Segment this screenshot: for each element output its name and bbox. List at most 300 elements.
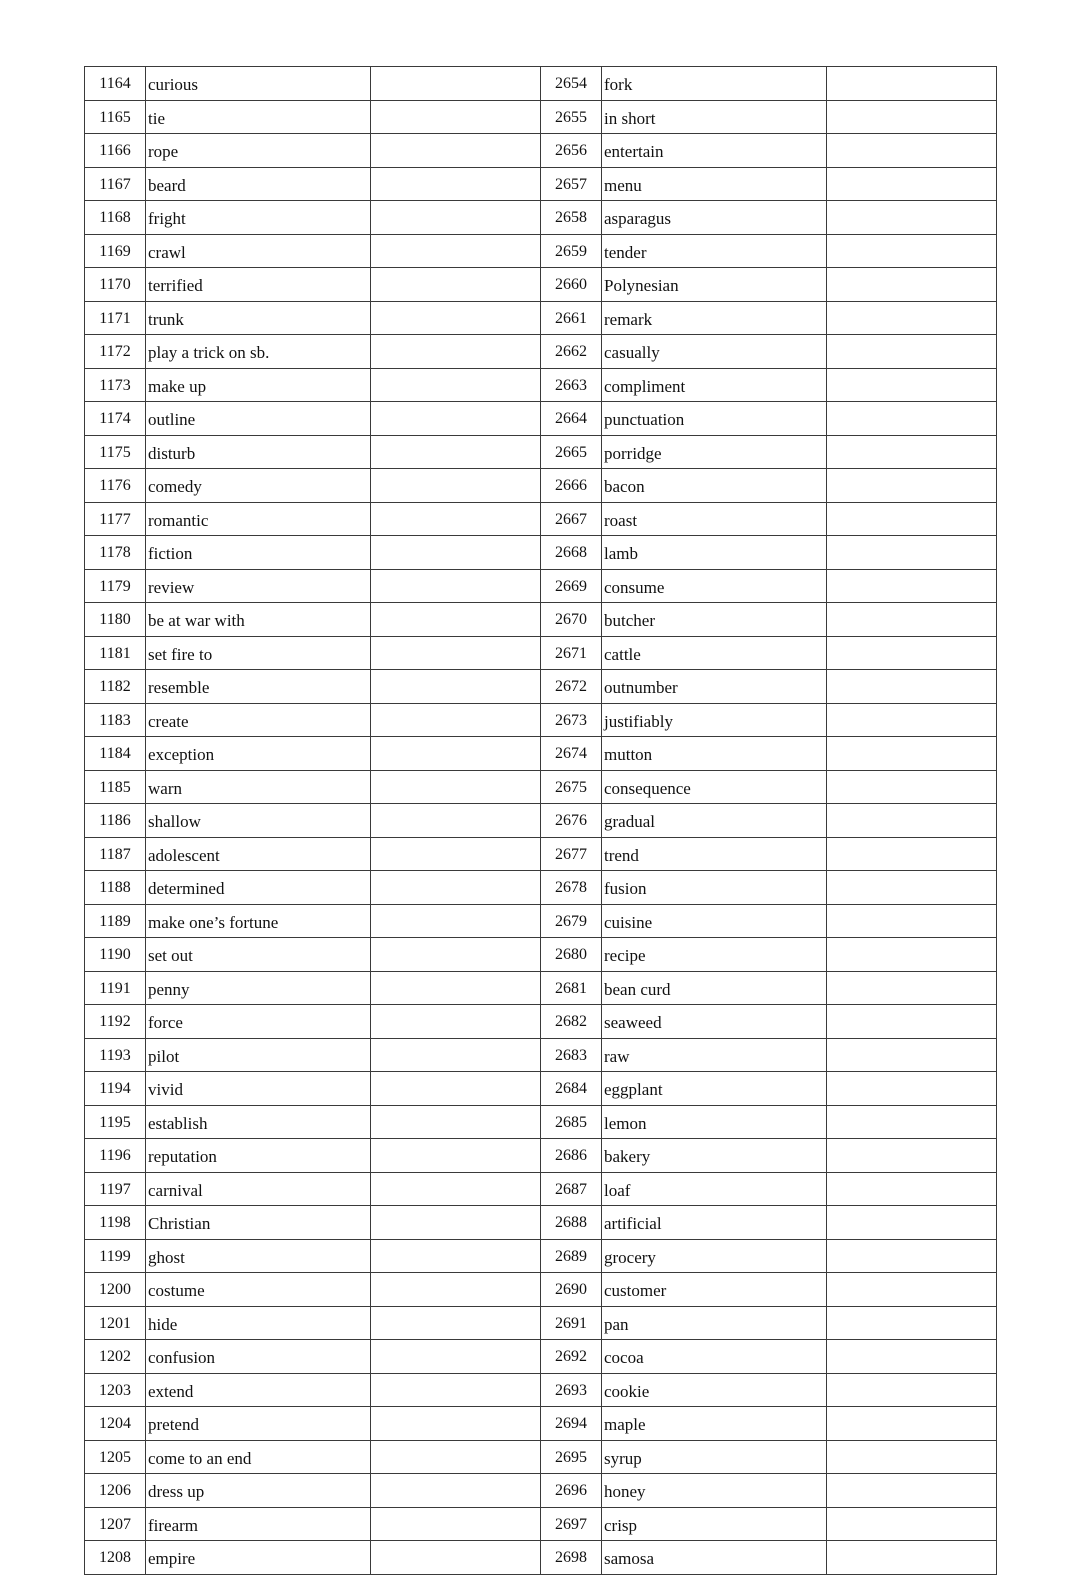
left-answer-cell[interactable] xyxy=(371,335,541,369)
right-entry-word: recipe xyxy=(602,938,827,972)
left-entry-number: 1179 xyxy=(85,569,146,603)
right-entry-word: cattle xyxy=(602,636,827,670)
right-entry-word: in short xyxy=(602,100,827,134)
left-entry-number: 1195 xyxy=(85,1105,146,1139)
left-answer-cell[interactable] xyxy=(371,636,541,670)
table-row xyxy=(85,1038,997,1072)
table-row xyxy=(85,1005,997,1039)
left-answer-cell[interactable] xyxy=(371,904,541,938)
left-answer-cell[interactable] xyxy=(371,201,541,235)
left-entry-word: disturb xyxy=(146,435,371,469)
left-entry-number: 1206 xyxy=(85,1474,146,1508)
left-entry-word: empire xyxy=(146,1541,371,1575)
right-entry-word: entertain xyxy=(602,134,827,168)
left-entry-word: firearm xyxy=(146,1507,371,1541)
left-entry-word: pilot xyxy=(146,1038,371,1072)
table-row xyxy=(85,1072,997,1106)
left-entry-word: hide xyxy=(146,1306,371,1340)
right-entry-word: tender xyxy=(602,234,827,268)
right-entry-word: raw xyxy=(602,1038,827,1072)
table-row xyxy=(85,603,997,637)
right-answer-cell[interactable] xyxy=(827,1072,997,1106)
left-entry-number: 1193 xyxy=(85,1038,146,1072)
left-entry-word: carnival xyxy=(146,1172,371,1206)
table-row xyxy=(85,737,997,771)
right-answer-cell[interactable] xyxy=(827,234,997,268)
table-row xyxy=(85,134,997,168)
table-row xyxy=(85,971,997,1005)
left-answer-cell[interactable] xyxy=(371,703,541,737)
right-entry-number: 2665 xyxy=(541,435,602,469)
table-row xyxy=(85,1172,997,1206)
left-entry-word: reputation xyxy=(146,1139,371,1173)
right-entry-number: 2682 xyxy=(541,1005,602,1039)
right-entry-number: 2663 xyxy=(541,368,602,402)
left-entry-number: 1198 xyxy=(85,1206,146,1240)
right-entry-number: 2691 xyxy=(541,1306,602,1340)
left-answer-cell[interactable] xyxy=(371,435,541,469)
right-answer-cell[interactable] xyxy=(827,1474,997,1508)
table-row xyxy=(85,502,997,536)
right-entry-word: asparagus xyxy=(602,201,827,235)
left-entry-word: extend xyxy=(146,1373,371,1407)
right-answer-cell[interactable] xyxy=(827,402,997,436)
right-entry-word: punctuation xyxy=(602,402,827,436)
left-entry-word: pretend xyxy=(146,1407,371,1441)
left-answer-cell[interactable] xyxy=(371,402,541,436)
right-entry-number: 2688 xyxy=(541,1206,602,1240)
right-answer-cell[interactable] xyxy=(827,167,997,201)
left-answer-cell[interactable] xyxy=(371,469,541,503)
table-row xyxy=(85,1541,997,1575)
left-entry-word: ghost xyxy=(146,1239,371,1273)
right-entry-number: 2667 xyxy=(541,502,602,536)
right-answer-cell[interactable] xyxy=(827,1172,997,1206)
left-answer-cell[interactable] xyxy=(371,569,541,603)
left-entry-number: 1180 xyxy=(85,603,146,637)
right-entry-number: 2697 xyxy=(541,1507,602,1541)
table-row xyxy=(85,703,997,737)
right-answer-cell[interactable] xyxy=(827,435,997,469)
left-entry-number: 1169 xyxy=(85,234,146,268)
left-answer-cell[interactable] xyxy=(371,971,541,1005)
left-entry-number: 1207 xyxy=(85,1507,146,1541)
right-answer-cell[interactable] xyxy=(827,1105,997,1139)
left-entry-number: 1170 xyxy=(85,268,146,302)
table-row xyxy=(85,636,997,670)
right-entry-word: eggplant xyxy=(602,1072,827,1106)
left-entry-number: 1194 xyxy=(85,1072,146,1106)
table-row xyxy=(85,536,997,570)
right-answer-cell[interactable] xyxy=(827,201,997,235)
right-answer-cell[interactable] xyxy=(827,603,997,637)
right-entry-word: bacon xyxy=(602,469,827,503)
right-answer-cell[interactable] xyxy=(827,1507,997,1541)
right-answer-cell[interactable] xyxy=(827,703,997,737)
left-entry-word: make up xyxy=(146,368,371,402)
right-answer-cell[interactable] xyxy=(827,1139,997,1173)
left-answer-cell[interactable] xyxy=(371,1507,541,1541)
table-row xyxy=(85,1239,997,1273)
left-entry-number: 1187 xyxy=(85,837,146,871)
left-answer-cell[interactable] xyxy=(371,670,541,704)
right-entry-number: 2666 xyxy=(541,469,602,503)
right-entry-word: grocery xyxy=(602,1239,827,1273)
left-entry-number: 1185 xyxy=(85,770,146,804)
right-entry-word: consequence xyxy=(602,770,827,804)
left-answer-cell[interactable] xyxy=(371,1474,541,1508)
left-answer-cell[interactable] xyxy=(371,1373,541,1407)
left-entry-number: 1182 xyxy=(85,670,146,704)
left-entry-number: 1200 xyxy=(85,1273,146,1307)
left-entry-number: 1203 xyxy=(85,1373,146,1407)
left-answer-cell[interactable] xyxy=(371,368,541,402)
right-entry-word: fork xyxy=(602,67,827,101)
right-answer-cell[interactable] xyxy=(827,1239,997,1273)
right-entry-word: bean curd xyxy=(602,971,827,1005)
left-answer-cell[interactable] xyxy=(371,938,541,972)
right-entry-word: menu xyxy=(602,167,827,201)
left-entry-word: outline xyxy=(146,402,371,436)
table-row xyxy=(85,871,997,905)
left-entry-number: 1184 xyxy=(85,737,146,771)
right-answer-cell[interactable] xyxy=(827,502,997,536)
left-entry-word: tie xyxy=(146,100,371,134)
table-row xyxy=(85,938,997,972)
left-answer-cell[interactable] xyxy=(371,1340,541,1374)
left-entry-word: set out xyxy=(146,938,371,972)
left-answer-cell[interactable] xyxy=(371,1139,541,1173)
right-entry-number: 2678 xyxy=(541,871,602,905)
right-answer-cell[interactable] xyxy=(827,1440,997,1474)
left-entry-number: 1165 xyxy=(85,100,146,134)
right-entry-word: artificial xyxy=(602,1206,827,1240)
right-answer-cell[interactable] xyxy=(827,368,997,402)
left-answer-cell[interactable] xyxy=(371,536,541,570)
left-answer-cell[interactable] xyxy=(371,1440,541,1474)
table-row xyxy=(85,670,997,704)
right-entry-number: 2660 xyxy=(541,268,602,302)
right-entry-number: 2656 xyxy=(541,134,602,168)
right-answer-cell[interactable] xyxy=(827,1407,997,1441)
vocabulary-table-body xyxy=(85,67,997,1575)
left-answer-cell[interactable] xyxy=(371,1172,541,1206)
left-entry-number: 1188 xyxy=(85,871,146,905)
right-entry-word: porridge xyxy=(602,435,827,469)
right-entry-word: customer xyxy=(602,1273,827,1307)
table-row xyxy=(85,1273,997,1307)
left-entry-word: determined xyxy=(146,871,371,905)
table-row xyxy=(85,234,997,268)
right-entry-word: fusion xyxy=(602,871,827,905)
right-answer-cell[interactable] xyxy=(827,1541,997,1575)
right-entry-number: 2681 xyxy=(541,971,602,1005)
left-entry-word: fiction xyxy=(146,536,371,570)
right-entry-number: 2670 xyxy=(541,603,602,637)
left-entry-number: 1166 xyxy=(85,134,146,168)
right-entry-number: 2659 xyxy=(541,234,602,268)
right-answer-cell[interactable] xyxy=(827,1038,997,1072)
left-entry-word: rope xyxy=(146,134,371,168)
table-row xyxy=(85,1105,997,1139)
left-entry-word: vivid xyxy=(146,1072,371,1106)
left-entry-word: crawl xyxy=(146,234,371,268)
left-entry-word: make one’s fortune xyxy=(146,904,371,938)
right-answer-cell[interactable] xyxy=(827,1206,997,1240)
left-entry-word: adolescent xyxy=(146,837,371,871)
right-entry-number: 2680 xyxy=(541,938,602,972)
left-answer-cell[interactable] xyxy=(371,502,541,536)
right-answer-cell[interactable] xyxy=(827,569,997,603)
left-entry-number: 1183 xyxy=(85,703,146,737)
right-answer-cell[interactable] xyxy=(827,134,997,168)
right-entry-word: butcher xyxy=(602,603,827,637)
left-answer-cell[interactable] xyxy=(371,603,541,637)
left-entry-number: 1208 xyxy=(85,1541,146,1575)
right-entry-number: 2669 xyxy=(541,569,602,603)
right-entry-word: lamb xyxy=(602,536,827,570)
left-entry-word: Christian xyxy=(146,1206,371,1240)
right-entry-word: pan xyxy=(602,1306,827,1340)
right-entry-number: 2664 xyxy=(541,402,602,436)
table-row xyxy=(85,1373,997,1407)
left-entry-word: trunk xyxy=(146,301,371,335)
right-answer-cell[interactable] xyxy=(827,904,997,938)
right-entry-number: 2698 xyxy=(541,1541,602,1575)
right-entry-number: 2661 xyxy=(541,301,602,335)
right-entry-number: 2671 xyxy=(541,636,602,670)
right-answer-cell[interactable] xyxy=(827,938,997,972)
right-entry-number: 2654 xyxy=(541,67,602,101)
left-answer-cell[interactable] xyxy=(371,770,541,804)
right-entry-number: 2674 xyxy=(541,737,602,771)
table-row xyxy=(85,770,997,804)
left-entry-number: 1174 xyxy=(85,402,146,436)
right-answer-cell[interactable] xyxy=(827,737,997,771)
left-answer-cell[interactable] xyxy=(371,1206,541,1240)
left-entry-word: review xyxy=(146,569,371,603)
table-row xyxy=(85,1340,997,1374)
right-entry-number: 2672 xyxy=(541,670,602,704)
left-entry-word: costume xyxy=(146,1273,371,1307)
right-entry-word: mutton xyxy=(602,737,827,771)
left-entry-number: 1186 xyxy=(85,804,146,838)
right-answer-cell[interactable] xyxy=(827,1306,997,1340)
right-entry-word: syrup xyxy=(602,1440,827,1474)
right-answer-cell[interactable] xyxy=(827,1273,997,1307)
right-entry-number: 2694 xyxy=(541,1407,602,1441)
right-answer-cell[interactable] xyxy=(827,536,997,570)
left-entry-word: set fire to xyxy=(146,636,371,670)
left-answer-cell[interactable] xyxy=(371,268,541,302)
right-entry-word: seaweed xyxy=(602,1005,827,1039)
right-entry-number: 2692 xyxy=(541,1340,602,1374)
right-answer-cell[interactable] xyxy=(827,670,997,704)
left-entry-word: romantic xyxy=(146,502,371,536)
left-entry-number: 1201 xyxy=(85,1306,146,1340)
left-answer-cell[interactable] xyxy=(371,67,541,101)
left-answer-cell[interactable] xyxy=(371,737,541,771)
right-entry-number: 2658 xyxy=(541,201,602,235)
table-row xyxy=(85,1306,997,1340)
table-row xyxy=(85,1440,997,1474)
right-answer-cell[interactable] xyxy=(827,100,997,134)
table-row xyxy=(85,1206,997,1240)
left-answer-cell[interactable] xyxy=(371,1306,541,1340)
right-answer-cell[interactable] xyxy=(827,1005,997,1039)
right-answer-cell[interactable] xyxy=(827,268,997,302)
right-answer-cell[interactable] xyxy=(827,871,997,905)
right-answer-cell[interactable] xyxy=(827,335,997,369)
table-row xyxy=(85,435,997,469)
right-entry-word: compliment xyxy=(602,368,827,402)
right-entry-number: 2668 xyxy=(541,536,602,570)
vocabulary-table xyxy=(84,66,997,1575)
right-answer-cell[interactable] xyxy=(827,971,997,1005)
right-entry-word: bakery xyxy=(602,1139,827,1173)
table-row xyxy=(85,268,997,302)
left-answer-cell[interactable] xyxy=(371,804,541,838)
left-entry-number: 1176 xyxy=(85,469,146,503)
table-row xyxy=(85,335,997,369)
table-row xyxy=(85,837,997,871)
left-entry-number: 1178 xyxy=(85,536,146,570)
right-entry-number: 2683 xyxy=(541,1038,602,1072)
right-entry-word: roast xyxy=(602,502,827,536)
right-entry-number: 2685 xyxy=(541,1105,602,1139)
table-row xyxy=(85,1507,997,1541)
table-row xyxy=(85,904,997,938)
left-entry-number: 1202 xyxy=(85,1340,146,1374)
right-answer-cell[interactable] xyxy=(827,469,997,503)
right-entry-word: cocoa xyxy=(602,1340,827,1374)
left-entry-number: 1181 xyxy=(85,636,146,670)
right-entry-word: remark xyxy=(602,301,827,335)
left-answer-cell[interactable] xyxy=(371,1239,541,1273)
table-row xyxy=(85,1139,997,1173)
right-entry-word: honey xyxy=(602,1474,827,1508)
right-entry-word: crisp xyxy=(602,1507,827,1541)
right-entry-word: consume xyxy=(602,569,827,603)
left-answer-cell[interactable] xyxy=(371,871,541,905)
left-entry-number: 1168 xyxy=(85,201,146,235)
left-entry-number: 1175 xyxy=(85,435,146,469)
right-entry-number: 2679 xyxy=(541,904,602,938)
right-answer-cell[interactable] xyxy=(827,301,997,335)
left-answer-cell[interactable] xyxy=(371,1105,541,1139)
right-answer-cell[interactable] xyxy=(827,837,997,871)
left-entry-word: curious xyxy=(146,67,371,101)
left-entry-word: play a trick on sb. xyxy=(146,335,371,369)
right-entry-word: justifiably xyxy=(602,703,827,737)
left-answer-cell[interactable] xyxy=(371,1005,541,1039)
right-entry-number: 2655 xyxy=(541,100,602,134)
right-entry-word: maple xyxy=(602,1407,827,1441)
left-answer-cell[interactable] xyxy=(371,1407,541,1441)
left-entry-number: 1171 xyxy=(85,301,146,335)
right-entry-number: 2696 xyxy=(541,1474,602,1508)
left-entry-number: 1204 xyxy=(85,1407,146,1441)
right-answer-cell[interactable] xyxy=(827,770,997,804)
left-entry-word: create xyxy=(146,703,371,737)
left-answer-cell[interactable] xyxy=(371,134,541,168)
table-row xyxy=(85,67,997,101)
right-entry-number: 2687 xyxy=(541,1172,602,1206)
right-entry-number: 2662 xyxy=(541,335,602,369)
left-entry-word: beard xyxy=(146,167,371,201)
right-entry-number: 2657 xyxy=(541,167,602,201)
table-row xyxy=(85,1474,997,1508)
left-entry-word: terrified xyxy=(146,268,371,302)
right-entry-number: 2686 xyxy=(541,1139,602,1173)
left-entry-word: shallow xyxy=(146,804,371,838)
left-entry-number: 1199 xyxy=(85,1239,146,1273)
left-entry-word: comedy xyxy=(146,469,371,503)
left-entry-word: come to an end xyxy=(146,1440,371,1474)
right-answer-cell[interactable] xyxy=(827,1340,997,1374)
left-answer-cell[interactable] xyxy=(371,1072,541,1106)
right-answer-cell[interactable] xyxy=(827,67,997,101)
left-answer-cell[interactable] xyxy=(371,1541,541,1575)
left-answer-cell[interactable] xyxy=(371,301,541,335)
left-entry-word: penny xyxy=(146,971,371,1005)
right-answer-cell[interactable] xyxy=(827,1373,997,1407)
table-row xyxy=(85,804,997,838)
table-row xyxy=(85,167,997,201)
right-entry-word: samosa xyxy=(602,1541,827,1575)
table-row xyxy=(85,402,997,436)
right-entry-word: cookie xyxy=(602,1373,827,1407)
right-answer-cell[interactable] xyxy=(827,636,997,670)
right-entry-number: 2693 xyxy=(541,1373,602,1407)
right-entry-number: 2695 xyxy=(541,1440,602,1474)
right-entry-word: trend xyxy=(602,837,827,871)
left-answer-cell[interactable] xyxy=(371,1273,541,1307)
left-entry-number: 1192 xyxy=(85,1005,146,1039)
left-entry-word: dress up xyxy=(146,1474,371,1508)
right-entry-word: loaf xyxy=(602,1172,827,1206)
right-entry-number: 2690 xyxy=(541,1273,602,1307)
right-entry-number: 2677 xyxy=(541,837,602,871)
right-entry-number: 2689 xyxy=(541,1239,602,1273)
left-answer-cell[interactable] xyxy=(371,234,541,268)
table-row xyxy=(85,569,997,603)
left-entry-word: force xyxy=(146,1005,371,1039)
left-entry-number: 1191 xyxy=(85,971,146,1005)
right-entry-number: 2676 xyxy=(541,804,602,838)
left-answer-cell[interactable] xyxy=(371,100,541,134)
right-answer-cell[interactable] xyxy=(827,804,997,838)
right-entry-number: 2673 xyxy=(541,703,602,737)
left-entry-word: resemble xyxy=(146,670,371,704)
left-entry-number: 1164 xyxy=(85,67,146,101)
right-entry-word: lemon xyxy=(602,1105,827,1139)
left-answer-cell[interactable] xyxy=(371,837,541,871)
left-entry-number: 1189 xyxy=(85,904,146,938)
left-entry-word: fright xyxy=(146,201,371,235)
left-entry-number: 1172 xyxy=(85,335,146,369)
left-entry-number: 1197 xyxy=(85,1172,146,1206)
table-row xyxy=(85,469,997,503)
table-row xyxy=(85,301,997,335)
left-entry-number: 1205 xyxy=(85,1440,146,1474)
left-entry-word: establish xyxy=(146,1105,371,1139)
left-entry-word: confusion xyxy=(146,1340,371,1374)
left-answer-cell[interactable] xyxy=(371,167,541,201)
right-entry-word: cuisine xyxy=(602,904,827,938)
left-answer-cell[interactable] xyxy=(371,1038,541,1072)
left-entry-number: 1190 xyxy=(85,938,146,972)
